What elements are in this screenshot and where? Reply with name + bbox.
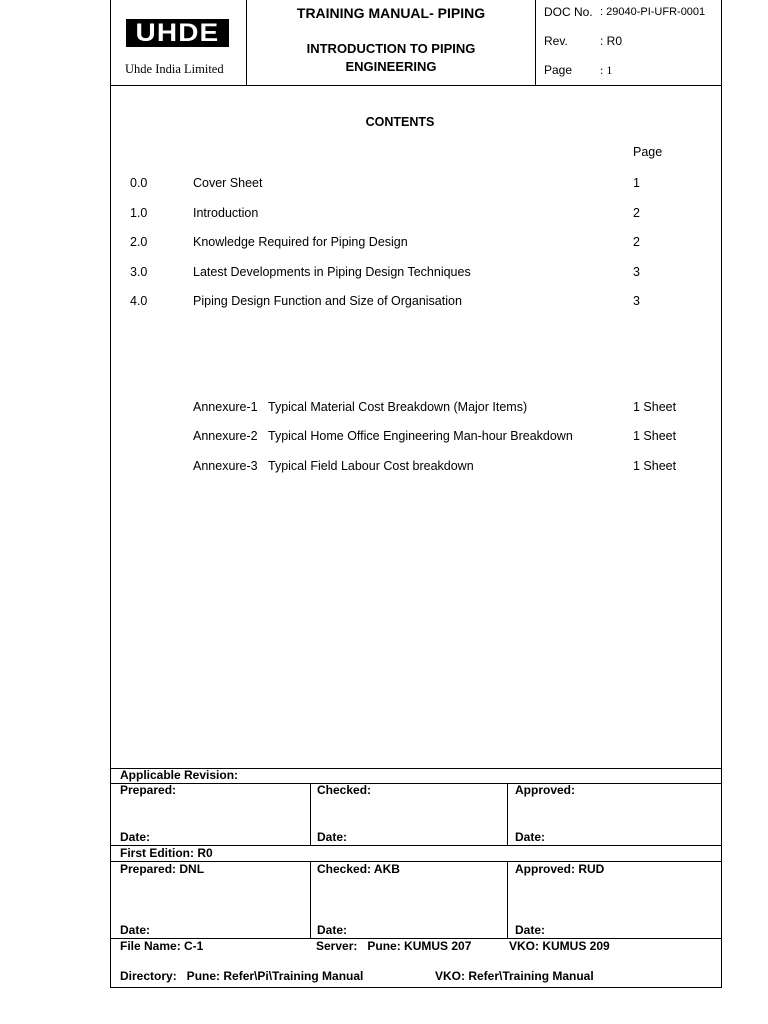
toc-page: 2 [633,235,640,249]
date-label: Date: [120,830,151,844]
date-label: Date: [120,923,151,937]
page-frame [110,0,722,988]
approved-by: Approved: RUD [515,862,605,876]
prepared-by: Prepared: DNL [120,862,205,876]
uhde-logo: UHDE [126,19,229,47]
date-label: Date: [317,830,348,844]
header-bottom-rule [110,85,722,86]
footer-divider [310,783,311,845]
date-label: Date: [515,830,546,844]
contents-heading: CONTENTS [365,115,435,129]
vko-directory-info: VKO: Refer\Training Manual [435,969,594,983]
toc-number: 0.0 [130,176,148,190]
file-name: File Name: C-1 [120,939,204,953]
footer-divider [310,861,311,938]
checked-by: Checked: AKB [317,862,400,876]
toc-title: Cover Sheet [193,176,263,190]
annexure-title: Typical Home Office Engineering Man-hour Breakdown [268,429,573,443]
checked-label: Checked: [317,783,372,797]
toc-page: 1 [633,176,640,190]
server-info: Server: Pune: KUMUS 207 [316,939,472,953]
footer-rule [110,783,722,784]
annexure-label: Annexure-2 [193,429,258,443]
first-edition-label: First Edition: R0 [120,846,213,860]
annexure-label: Annexure-3 [193,459,258,473]
doc-no-value: : 29040-PI-UFR-0001 [600,6,706,18]
toc-number: 4.0 [130,294,148,308]
toc-number: 2.0 [130,235,148,249]
header-divider-right [535,0,536,85]
page-value: : 1 [600,63,613,77]
toc-page: 3 [633,294,640,308]
directory-info: Directory: Pune: Refer\Pi\Training Manual [120,969,364,983]
document-subtitle: INTRODUCTION TO PIPING ENGINEERING [306,41,476,74]
annexure-page: 1 Sheet [633,459,677,473]
toc-title: Piping Design Function and Size of Organisation [193,294,462,308]
prepared-label: Prepared: [120,783,177,797]
manual-title: TRAINING MANUAL- PIPING [296,5,486,21]
annexure-page: 1 Sheet [633,429,677,443]
rev-label: Rev. [544,34,568,48]
toc-title: Knowledge Required for Piping Design [193,235,408,249]
vko-server-info: VKO: KUMUS 209 [509,939,610,953]
footer-divider [507,861,508,938]
toc-number: 1.0 [130,206,148,220]
date-label: Date: [515,923,546,937]
rev-value: : R0 [600,34,623,48]
page-label: Page [544,63,573,77]
annexure-title: Typical Material Cost Breakdown (Major Items) [268,400,528,414]
annexure-title: Typical Field Labour Cost breakdown [268,459,474,473]
approved-label: Approved: [515,783,575,797]
doc-no-label: DOC No. [544,5,593,19]
page-column-heading: Page [633,145,663,159]
footer-divider [507,783,508,845]
company-name: Uhde India Limited [125,62,224,76]
annexure-page: 1 Sheet [633,400,677,414]
applicable-revision-label: Applicable Revision: [120,768,239,782]
toc-page: 3 [633,265,640,279]
annexure-label: Annexure-1 [193,400,258,414]
toc-title: Introduction [193,206,259,220]
date-label: Date: [317,923,348,937]
toc-number: 3.0 [130,265,148,279]
toc-title: Latest Developments in Piping Design Techniques [193,265,471,279]
toc-page: 2 [633,206,640,220]
